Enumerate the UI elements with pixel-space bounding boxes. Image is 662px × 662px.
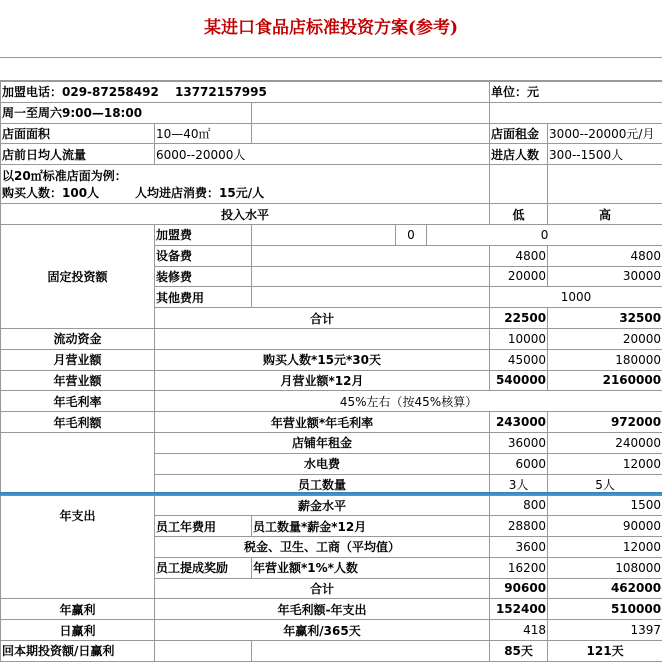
visitors: 300--1500人 (548, 144, 662, 165)
franchise-label: 加盟费 (155, 224, 252, 245)
flow: 6000--20000人 (155, 144, 490, 165)
daily-low: 418 (490, 620, 548, 641)
staffcost-label: 员工年费用 (155, 516, 252, 537)
equip-label: 设备费 (155, 245, 252, 266)
franchise-mid: 0 (396, 224, 427, 245)
payback-high: 121天 (548, 640, 662, 661)
header-level: 投入水平 (1, 204, 490, 225)
expense-label: 年支出 (1, 432, 155, 598)
annual-formula: 月营业额*12月 (155, 370, 490, 391)
bonus-high: 108000 (548, 557, 662, 578)
monthly-label: 月营业额 (1, 349, 155, 370)
rent-expense-low: 36000 (490, 432, 548, 453)
salary-high: 1500 (548, 495, 662, 516)
profit-label: 年赢利 (1, 599, 155, 620)
salary-label: 薪金水平 (155, 495, 490, 516)
example (1, 165, 490, 204)
expense-total-label: 合计 (155, 578, 490, 599)
other-value: 1000 (490, 287, 662, 308)
flow-label: 店前日均人流量 (1, 144, 155, 165)
margin-rate-label: 年毛利率 (1, 391, 155, 412)
fixed-total-high: 32500 (548, 308, 662, 329)
franchise-value: 0 (427, 224, 662, 245)
margin-high: 972000 (548, 412, 662, 433)
profit-low: 152400 (490, 599, 548, 620)
bonus-low: 16200 (490, 557, 548, 578)
margin-low: 243000 (490, 412, 548, 433)
daily-high: 1397 (548, 620, 662, 641)
hours: 周一至周六9:00—18:00 (1, 102, 252, 123)
payback-low: 85天 (490, 640, 548, 661)
expense-total-high: 462000 (548, 578, 662, 599)
annual-high: 2160000 (548, 370, 662, 391)
header-low: 低 (490, 204, 548, 225)
profit-high: 510000 (548, 599, 662, 620)
staffcost-formula: 员工数量*薪金*12月 (252, 516, 490, 537)
payback-label: 回本期投资额/日赢利 (1, 640, 155, 661)
daily-label: 日赢利 (1, 620, 155, 641)
bonus-formula: 年营业额*1%*人数 (252, 557, 490, 578)
area-label: 店面面积 (1, 123, 155, 144)
page-title: 某进口食品店标准投资方案(参考) (0, 0, 662, 58)
example-line-2: 购买人数：100人 人均进店消费：15元/人 (2, 184, 488, 201)
util-low: 6000 (490, 453, 548, 474)
rent-label: 店面租金 (490, 123, 548, 144)
util-high: 12000 (548, 453, 662, 474)
util-label: 水电费 (155, 453, 490, 474)
annual-low: 540000 (490, 370, 548, 391)
header-high: 高 (548, 204, 662, 225)
equip-high: 4800 (548, 245, 662, 266)
staffcost-high: 90000 (548, 516, 662, 537)
rent: 3000--20000元/月 (548, 123, 662, 144)
margin-rate-value: 45%左右（按45%核算） (155, 391, 662, 412)
fixed-total-label: 合计 (155, 308, 490, 329)
margin-formula: 年营业额*年毛利率 (155, 412, 490, 433)
monthly-high: 180000 (548, 349, 662, 370)
tax-low: 3600 (490, 536, 548, 557)
other-label: 其他费用 (155, 287, 252, 308)
area: 10—40㎡ (155, 123, 252, 144)
fixed-total-low: 22500 (490, 308, 548, 329)
staffcost-low: 28800 (490, 516, 548, 537)
expense-total-low: 90600 (490, 578, 548, 599)
tax-high: 12000 (548, 536, 662, 557)
working-low: 10000 (490, 328, 548, 349)
fixed-label: 固定投资额 (1, 224, 155, 328)
example-line-1: 以20㎡标准店面为例： (2, 167, 488, 184)
phone: 加盟电话：029-87258492 13772157995 (1, 82, 490, 103)
margin-label: 年毛利额 (1, 412, 155, 433)
investment-table (0, 81, 662, 662)
deco-label: 装修费 (155, 266, 252, 287)
monthly-low: 45000 (490, 349, 548, 370)
profit-formula: 年毛利额-年支出 (155, 599, 490, 620)
deco-high: 30000 (548, 266, 662, 287)
working-high: 20000 (548, 328, 662, 349)
deco-low: 20000 (490, 266, 548, 287)
staff-low: 3人 (490, 474, 548, 495)
blank-row (0, 58, 662, 81)
monthly-formula: 购买人数*15元*30天 (155, 349, 490, 370)
equip-low: 4800 (490, 245, 548, 266)
visitors-label: 进店人数 (490, 144, 548, 165)
unit: 单位：元 (490, 82, 662, 103)
staff-high: 5人 (548, 474, 662, 495)
rent-expense-high: 240000 (548, 432, 662, 453)
row-separator-line (0, 492, 662, 496)
tax-label: 税金、卫生、工商（平均值） (155, 536, 490, 557)
daily-formula: 年赢利/365天 (155, 620, 490, 641)
working-label: 流动资金 (1, 328, 155, 349)
rent-expense-label: 店铺年租金 (155, 432, 490, 453)
staff-label: 员工数量 (155, 474, 490, 495)
salary-low: 800 (490, 495, 548, 516)
annual-label: 年营业额 (1, 370, 155, 391)
bonus-label: 员工提成奖励 (155, 557, 252, 578)
